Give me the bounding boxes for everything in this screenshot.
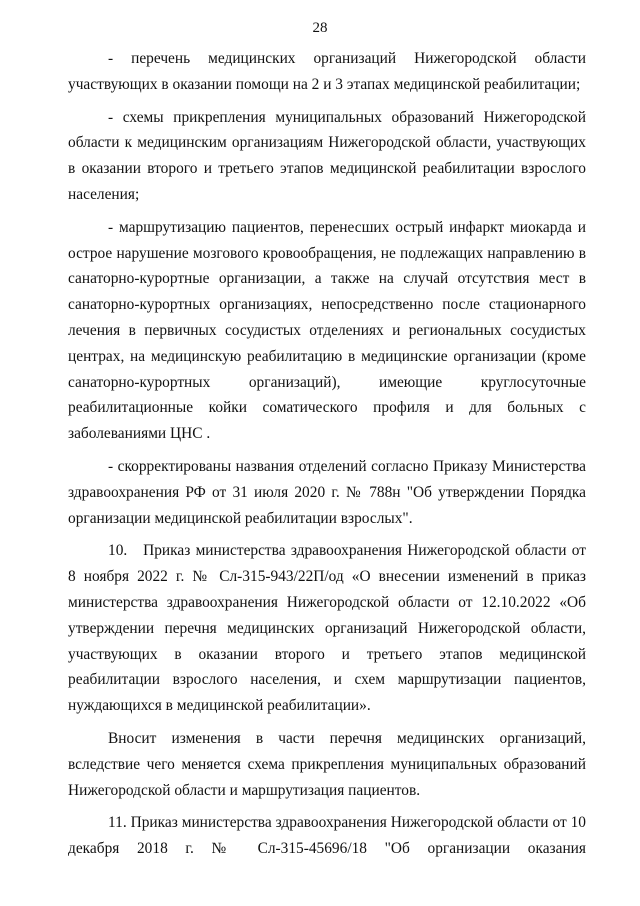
paragraph-list-item-organizations: - перечень медицинских организаций Нижегородской области участвующих в оказании помощи на 2 и 3 этапах медицинской реабилитации; [68, 50, 586, 93]
paragraph-list-item-corrections: - скорректированы названия отделений согласно Приказу Министерства здравоохранения РФ от 31 июля 2020 г. № 788н "Об утверждении Порядка организации медицинской реабилитации взрослых". [68, 457, 586, 527]
paragraph-order-10: 10. Приказ министерства здравоохранения Нижегородской области от 8 ноября 2022 г. № Сл-315-943/22П/од «О внесении изменений в приказ министерства здравоохранения Нижегородской области от 12.10.2022 «Об утверждении перечня медицинских организаций Нижегородской области, участвующих в оказании второго и третьего этапов медицинской реабилитации взрослого населения, и схем маршрутизации пациентов, нуждающихся в медицинской реабилитации». [68, 542, 586, 715]
paragraph-list-item-schemes: - схемы прикрепления муниципальных образований Нижегородской области к медицинским организациям Нижегородской области, участвующих в оказании второго и третьего этапов медицинской реабилитации взрослого населения; [68, 108, 586, 203]
page-number: 28 [312, 20, 328, 36]
document-body [68, 46, 586, 869]
paragraph-order-11: 11. Приказ министерства здравоохранения Нижегородской области от 10 декабря 2018 г. № Сл-315-45696/18 "Об организации оказания [68, 814, 586, 858]
paragraph-list-item-routing: - маршрутизацию пациентов, перенесших острый инфаркт миокарда и острое нарушение мозгового кровообращения, не подлежащих направлению в санаторно-курортные организации, а также на случай отсутствия мест в санаторно-курортных организациях, непосредственно после стационарного лечения в первичных сосудистых отделениях и региональных сосудистых центрах, на медицинскую реабилитацию в медицинские организации (кроме санаторно-курортных организаций), имеющие круглосуточные реабилитационные койки соматического профиля и для больных с заболеваниями ЦНС . [68, 218, 586, 443]
paragraph-changes-note: Вносит изменения в части перечня медицинских организаций, вследствие чего меняется схема прикрепления муниципальных образований Нижегородской области и маршрутизация пациентов. [68, 729, 586, 799]
